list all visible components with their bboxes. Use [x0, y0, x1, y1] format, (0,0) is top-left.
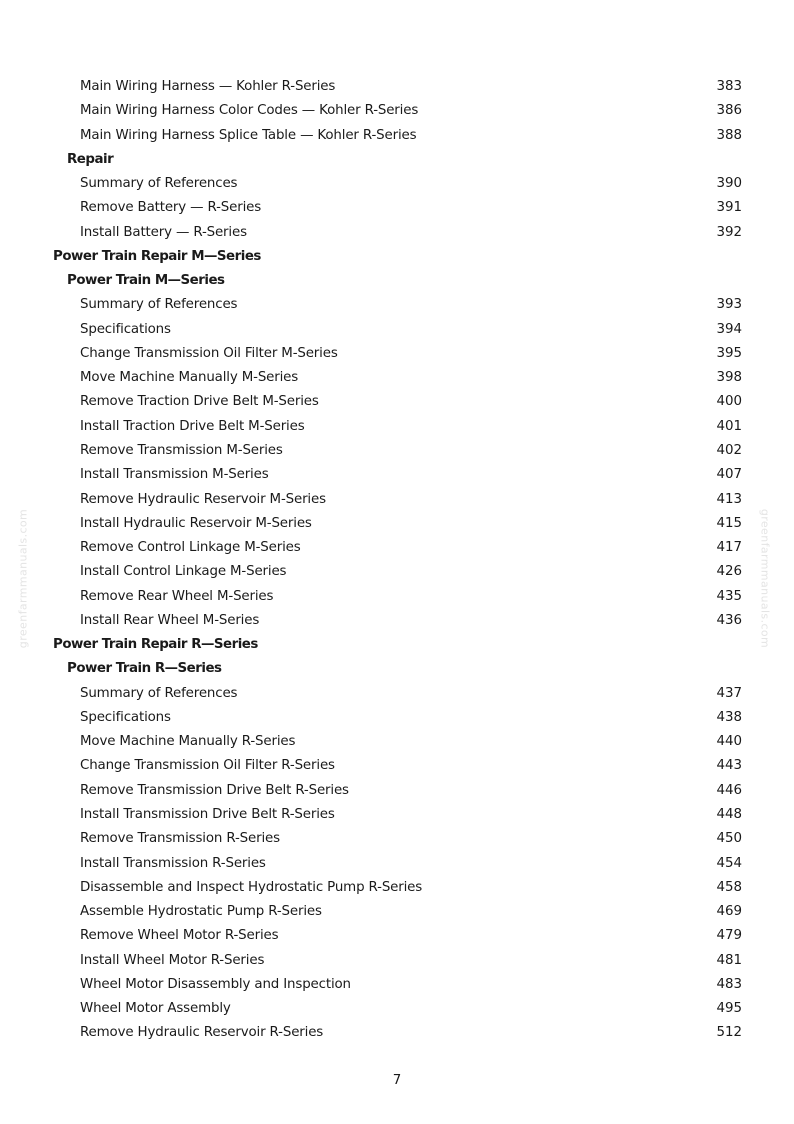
toc-entry-title: Move Machine Manually M-Series [80, 370, 299, 386]
toc-entry-page: 450 [716, 831, 742, 847]
toc-entry-title: Install Control Linkage M-Series [80, 564, 287, 580]
toc-entry-title: Install Traction Drive Belt M-Series [80, 418, 305, 434]
toc-entry-title: Specifications [80, 321, 171, 337]
toc-entry [0, 754, 794, 778]
toc-entry-page: 386 [716, 103, 742, 119]
toc-entry [0, 512, 794, 536]
toc-entry-page: 395 [716, 345, 742, 361]
toc-entry-page: 393 [716, 297, 742, 313]
toc-entry-page: 481 [716, 952, 742, 968]
toc-entry [0, 390, 794, 414]
toc-entry-page: 437 [716, 685, 742, 701]
toc-entry-title: Power Train M—Series [67, 273, 225, 289]
toc-entry-title: Install Wheel Motor R-Series [80, 952, 265, 968]
toc-entry-title: Wheel Motor Disassembly and Inspection [80, 976, 351, 992]
toc-entry-title: Summary of References [80, 297, 238, 313]
toc-entry [0, 318, 794, 342]
watermark-right: greenfarmmanuals.com [758, 508, 772, 649]
toc-entry [0, 172, 794, 196]
toc-entry-title: Change Transmission Oil Filter M-Series [80, 345, 338, 361]
toc-entry-page: 392 [716, 224, 742, 240]
toc-entry-title: Power Train Repair M—Series [53, 248, 261, 264]
toc-entry-title: Specifications [80, 709, 171, 725]
toc-entry [0, 342, 794, 366]
toc-entry [0, 1021, 794, 1045]
toc-entry-title: Power Train R—Series [67, 661, 222, 677]
toc-entry-title: Main Wiring Harness Color Codes — Kohler R-Series [80, 103, 419, 119]
toc-entry-title: Summary of References [80, 176, 238, 192]
toc-entry-title: Install Transmission M-Series [80, 467, 269, 483]
toc-entry-page: 443 [716, 758, 742, 774]
toc-entry-title: Remove Transmission Drive Belt R-Series [80, 782, 349, 798]
toc-entry [0, 706, 794, 730]
toc-entry [0, 852, 794, 876]
toc-entry-title: Install Hydraulic Reservoir M-Series [80, 515, 312, 531]
toc-entry-title: Change Transmission Oil Filter R-Series [80, 758, 335, 774]
toc-entry [0, 536, 794, 560]
toc-entry-title: Install Battery — R-Series [80, 224, 247, 240]
toc-entry-page: 388 [716, 127, 742, 143]
toc-entry-title: Remove Traction Drive Belt M-Series [80, 394, 319, 410]
toc-entry-page: 435 [716, 588, 742, 604]
toc-entry-title: Remove Battery — R-Series [80, 200, 262, 216]
toc-entry [0, 75, 794, 99]
watermark-left: greenfarmmanuals.com [16, 508, 30, 649]
toc-entry-page: 479 [716, 928, 742, 944]
toc-entry-title: Install Transmission R-Series [80, 855, 266, 871]
toc-entry-title: Install Transmission Drive Belt R-Series [80, 806, 335, 822]
toc-entry [0, 827, 794, 851]
toc-entry [0, 730, 794, 754]
toc-entry-title: Remove Rear Wheel M-Series [80, 588, 274, 604]
toc-entry-page: 400 [716, 394, 742, 410]
toc-entry-title: Disassemble and Inspect Hydrostatic Pump R-Series [80, 879, 423, 895]
toc-entry-page: 483 [716, 976, 742, 992]
toc-chapter [0, 245, 794, 269]
toc-entry [0, 196, 794, 220]
toc-entry-title: Main Wiring Harness Splice Table — Kohler R-Series [80, 127, 417, 143]
toc-entry-title: Remove Hydraulic Reservoir R-Series [80, 1025, 324, 1041]
toc-entry [0, 463, 794, 487]
toc-entry-page: 440 [716, 734, 742, 750]
toc-entry-page: 512 [716, 1025, 742, 1041]
toc-entry [0, 124, 794, 148]
toc-entry-title: Summary of References [80, 685, 238, 701]
toc-entry-page: 415 [716, 515, 742, 531]
toc-entry-page: 436 [716, 612, 742, 628]
toc-entry [0, 803, 794, 827]
toc-entry [0, 997, 794, 1021]
toc-entry-page: 401 [716, 418, 742, 434]
toc-entry [0, 949, 794, 973]
toc-entry-page: 394 [716, 321, 742, 337]
toc-entry-title: Remove Transmission R-Series [80, 831, 280, 847]
toc-entry [0, 900, 794, 924]
toc-entry [0, 99, 794, 123]
toc-entry [0, 293, 794, 317]
toc-entry-page: 417 [716, 540, 742, 556]
toc-entry [0, 973, 794, 997]
toc-entry [0, 609, 794, 633]
toc-entry-page: 438 [716, 709, 742, 725]
toc-entry-page: 495 [716, 1001, 742, 1017]
toc-entry-page: 426 [716, 564, 742, 580]
toc-entry-page: 454 [716, 855, 742, 871]
toc-entry-page: 383 [716, 79, 742, 94]
toc-entry [0, 876, 794, 900]
toc-entry [0, 560, 794, 584]
toc-entry-title: Install Rear Wheel M-Series [80, 612, 260, 628]
toc-entry-page: 458 [716, 879, 742, 895]
toc-entry-page: 407 [716, 467, 742, 483]
toc-entry-title: Remove Transmission M-Series [80, 442, 283, 458]
toc-entry-page: 413 [716, 491, 742, 507]
toc-entry-title: Power Train Repair R—Series [53, 637, 258, 653]
toc-entry [0, 779, 794, 803]
toc-entry [0, 221, 794, 245]
toc-entry-title: Repair [67, 151, 114, 167]
toc-entry-title: Remove Control Linkage M-Series [80, 540, 301, 556]
toc-entry-page: 446 [716, 782, 742, 798]
toc-section [0, 148, 794, 172]
toc-entry-page: 398 [716, 370, 742, 386]
toc-entry-title: Main Wiring Harness — Kohler R-Series [80, 79, 336, 94]
toc-entry-title: Assemble Hydrostatic Pump R-Series [80, 904, 322, 920]
toc-entry-title: Remove Hydraulic Reservoir M-Series [80, 491, 326, 507]
table-of-contents [0, 75, 794, 1046]
toc-entry-page: 402 [716, 442, 742, 458]
toc-section [0, 269, 794, 293]
toc-entry-page: 469 [716, 904, 742, 920]
toc-entry [0, 366, 794, 390]
toc-entry [0, 682, 794, 706]
toc-entry [0, 439, 794, 463]
toc-entry-page: 448 [716, 806, 742, 822]
toc-entry-title: Wheel Motor Assembly [80, 1001, 231, 1017]
toc-entry [0, 585, 794, 609]
page-number: 7 [392, 1073, 402, 1088]
toc-entry [0, 415, 794, 439]
toc-chapter [0, 633, 794, 657]
toc-entry [0, 488, 794, 512]
toc-section [0, 657, 794, 681]
toc-entry-title: Remove Wheel Motor R-Series [80, 928, 279, 944]
toc-entry-page: 391 [716, 200, 742, 216]
toc-entry-page: 390 [716, 176, 742, 192]
toc-entry [0, 924, 794, 948]
toc-entry-title: Move Machine Manually R-Series [80, 734, 296, 750]
